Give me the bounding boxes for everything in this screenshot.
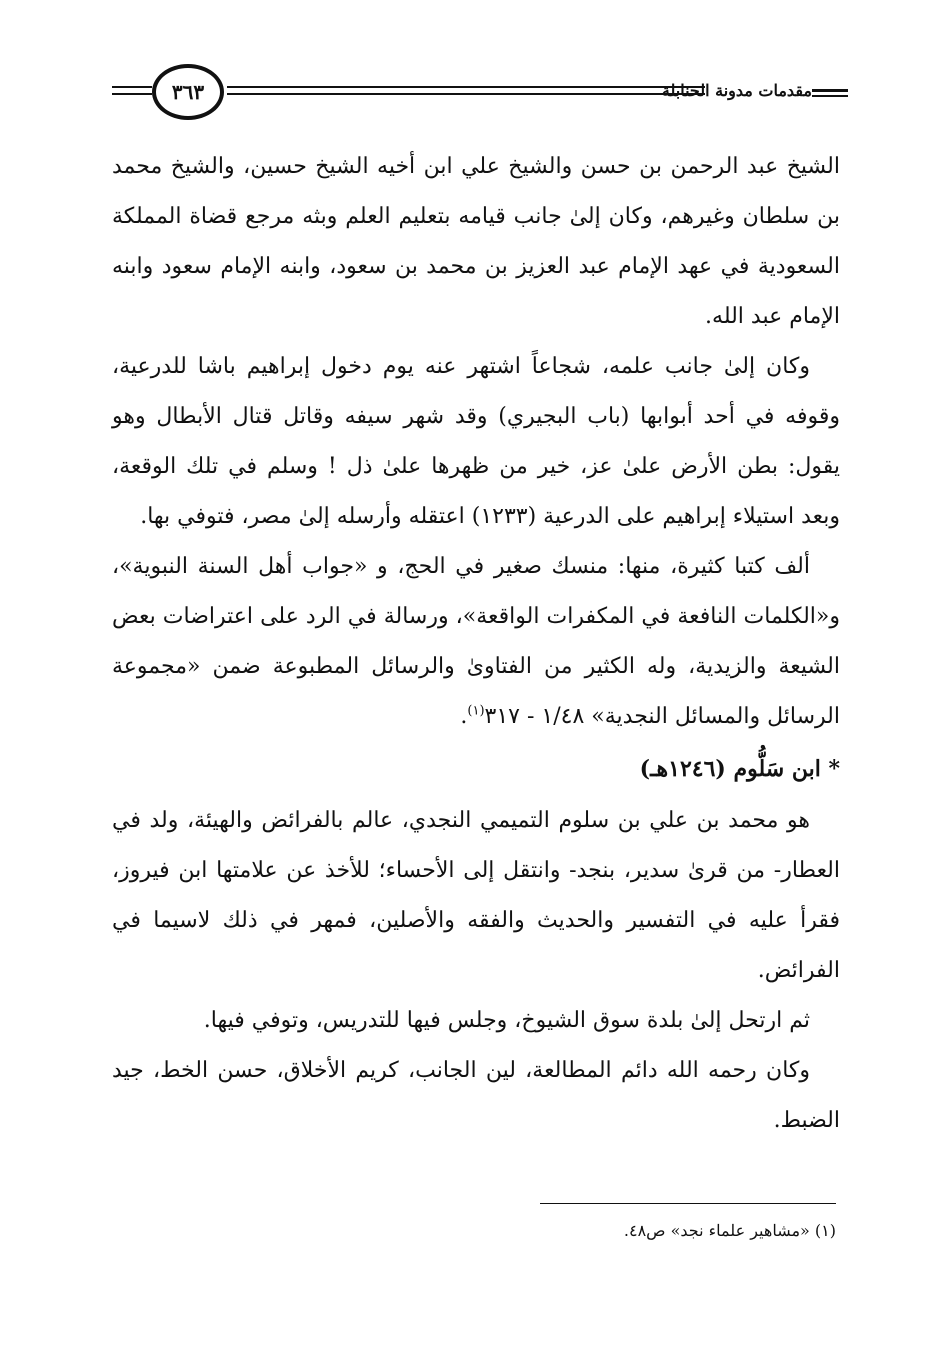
paragraph: وكان إلىٰ جانب علمه، شجاعاً اشتهر عنه يوم دخول إبراهيم باشا للدرعية، وقوفه في أحد أبوابها (باب البجيري) وقد شهر سيفه وقاتل قتال الأبطال وهو يقول: بطن الأرض علىٰ عز، خير من ظهرها علىٰ ذل ! وسلم في تلك الوقعة، وبعد استيلاء إبراهيم على الدرعية (١٢٣٣) اعتقله وأرسله إلىٰ مصر، فتوفي بها. <box>112 354 840 529</box>
paragraph: الشيخ عبد الرحمن بن حسن والشيخ علي ابن أخيه الشيخ حسين، والشيخ محمد بن سلطان وغيرهم، وكان إلىٰ جانب قيامه بتعليم العلم وبثه مرجع قضاة المملكة السعودية في عهد الإمام عبد العزيز بن محمد بن سعود، وابنه الإمام سعود وابنه الإمام عبد الله. <box>112 154 840 329</box>
paragraph-text: ألف كتبا كثيرة، منها: منسك صغير في الحج، و «جواب أهل السنة النبوية»، و«الكلمات النافعة في المكفرات الواقعة»، ورسالة في الرد على اعتراضات بعض الشيعة والزيدية، وله الكثير من الفتاوىٰ والرسائل المطبوعة ضمن «مجموعة الرسائل والمسائل النجدية» ١/٤٨ - ٣١٧ <box>112 554 840 729</box>
footnote-divider <box>540 1203 836 1204</box>
main-text <box>112 142 840 1146</box>
paragraph-end: . <box>460 704 468 729</box>
paragraph: هو محمد بن علي بن سلوم التميمي النجدي، عالم بالفرائض والهيئة، ولد في العطار- من قرىٰ سدير، بنجد- وانتقل إلى الأحساء؛ للأخذ عن علامتها ابن فيروز، فقرأ عليه في التفسير والحديث والفقه والأصلين، فمهر في ذلك لاسيما في الفرائض. <box>112 808 840 983</box>
header-rule <box>112 86 152 88</box>
page-number: ٣٦٣ <box>152 64 224 120</box>
header-rule <box>812 95 848 97</box>
section-heading-text: ابن سَلُّوم (١٢٤٦هـ) <box>639 756 821 782</box>
running-title: مقدمات مدونة الحنابلة <box>661 81 812 100</box>
header-rule <box>112 93 152 95</box>
header-rule <box>227 86 705 88</box>
paragraph: وكان رحمه الله دائم المطالعة، لين الجانب، كريم الأخلاق، حسن الخط، جيد الضبط. <box>112 1058 840 1133</box>
header-rule <box>227 93 705 95</box>
paragraph <box>112 542 840 742</box>
footnote-reference: (١) <box>467 703 485 719</box>
footnote: (١) «مشاهير علماء نجد» ص٤٨. <box>623 1221 836 1240</box>
section-heading <box>112 742 840 796</box>
star-marker: * <box>828 756 840 782</box>
header-rule <box>812 89 848 92</box>
page-header <box>112 64 848 128</box>
paragraph: ثم ارتحل إلىٰ بلدة سوق الشيوخ، وجلس فيها للتدريس، وتوفي فيها. <box>203 1008 810 1033</box>
